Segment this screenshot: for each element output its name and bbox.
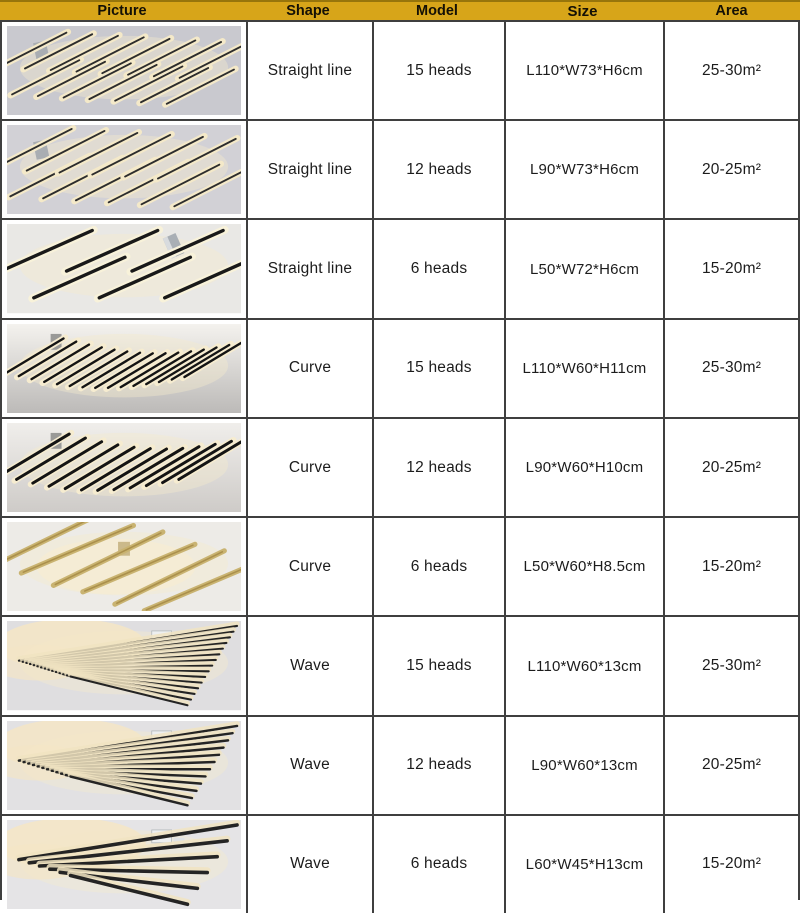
ceiling-lamp-photo [7,324,241,413]
size-cell: L50*W72*H6cm [504,220,663,317]
picture-cell [2,816,246,913]
table-body [0,22,800,900]
model-cell: 15 heads [372,320,504,417]
shape-cell: Wave [246,717,372,814]
shape-cell: Straight line [246,121,372,218]
shape-cell: Straight line [246,22,372,119]
picture-cell [2,518,246,615]
table-row [2,717,798,816]
table-row [2,816,798,913]
shape-cell: Wave [246,617,372,714]
picture-cell [2,717,246,814]
area-cell: 15-20m² [663,220,798,317]
shape-cell: Wave [246,816,372,913]
table-header [0,0,800,22]
size-cell: L60*W45*H13cm [504,816,663,913]
model-cell: 15 heads [372,22,504,119]
picture-cell [2,419,246,516]
column-header-area: Area [661,2,800,20]
table-row [2,220,798,319]
ceiling-lamp-photo [7,820,241,909]
model-cell: 12 heads [372,121,504,218]
size-cell: L90*W60*13cm [504,717,663,814]
ceiling-lamp-photo [7,621,241,710]
model-cell: 12 heads [372,717,504,814]
area-cell: 20-25m² [663,419,798,516]
area-cell: 15-20m² [663,518,798,615]
picture-cell [2,121,246,218]
size-cell: L110*W73*H6cm [504,22,663,119]
area-cell: 15-20m² [663,816,798,913]
model-cell: 12 heads [372,419,504,516]
column-header-model: Model [370,2,502,20]
table-row [2,419,798,518]
area-cell: 20-25m² [663,121,798,218]
ceiling-lamp-photo [7,224,241,313]
column-header-size: Size [502,2,661,20]
shape-cell: Straight line [246,220,372,317]
column-header-picture: Picture [0,2,244,20]
shape-cell: Curve [246,518,372,615]
model-cell: 6 heads [372,816,504,913]
size-cell: L50*W60*H8.5cm [504,518,663,615]
area-cell: 25-30m² [663,320,798,417]
table-row [2,617,798,716]
table-row [2,121,798,220]
ceiling-lamp-photo [7,721,241,810]
model-cell: 6 heads [372,220,504,317]
model-cell: 15 heads [372,617,504,714]
area-cell: 25-30m² [663,22,798,119]
area-cell: 20-25m² [663,717,798,814]
model-cell: 6 heads [372,518,504,615]
table-row [2,518,798,617]
ceiling-lamp-photo [7,125,241,214]
size-cell: L90*W60*H10cm [504,419,663,516]
picture-cell [2,320,246,417]
column-header-shape: Shape [244,2,370,20]
ceiling-lamp-photo [7,423,241,512]
size-cell: L90*W73*H6cm [504,121,663,218]
area-cell: 25-30m² [663,617,798,714]
size-cell: L110*W60*13cm [504,617,663,714]
picture-cell [2,220,246,317]
picture-cell [2,22,246,119]
ceiling-lamp-photo [7,522,241,611]
table-row [2,22,798,121]
table-row [2,320,798,419]
shape-cell: Curve [246,320,372,417]
picture-cell [2,617,246,714]
shape-cell: Curve [246,419,372,516]
ceiling-lamp-photo [7,26,241,115]
size-cell: L110*W60*H11cm [504,320,663,417]
